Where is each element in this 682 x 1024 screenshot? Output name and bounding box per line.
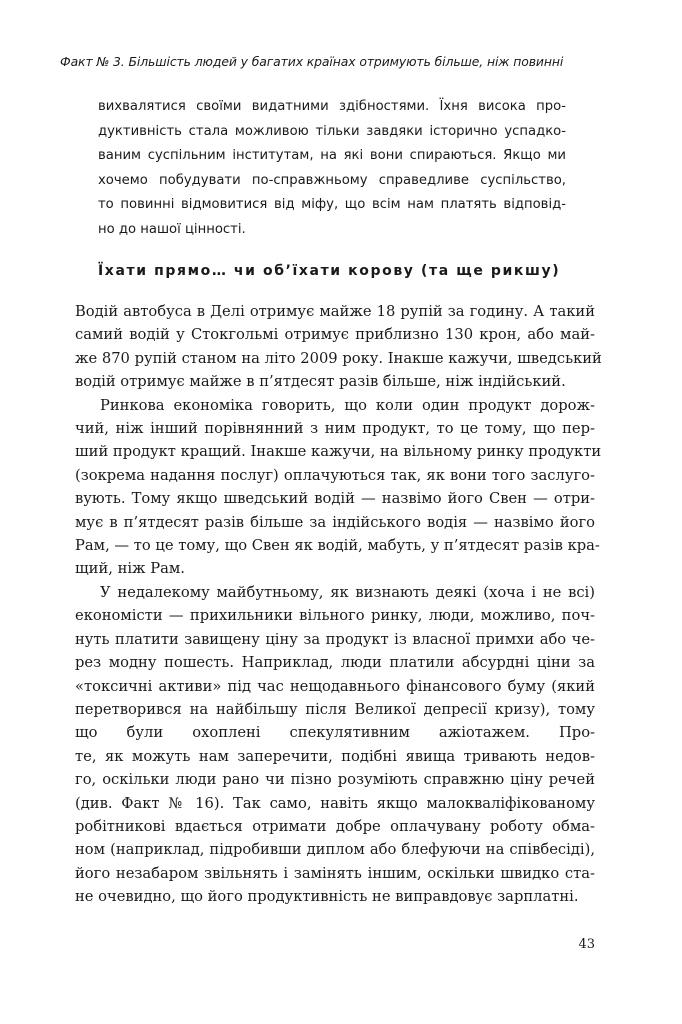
paragraph-2	[75, 394, 602, 581]
body-line: «токсичні активи» під час нещодавнього фінансового буму (який	[75, 677, 595, 695]
body-line: У недалекому майбутньому, як визнають деякі (хоча і не всі)	[100, 583, 595, 601]
body-line: Ринкова економіка говорить, що коли один продукт дорож-	[100, 396, 595, 414]
paragraph-3	[75, 581, 595, 909]
body-line: рез модну пошесть. Наприклад, люди платили абсурдні ціни за	[75, 654, 595, 672]
body-line: ший продукт кращий. Інакше кажучи, на вільному ринку продукти	[75, 443, 602, 461]
quote-line: дуктивність стала можливою тільки завдяки історично успадко-	[98, 123, 566, 139]
body-line: самий водій у Стокгольмі отримує приблизно 130 крон, або май-	[75, 326, 595, 344]
body-line: не очевидно, що його продуктивність не виправдовує зарплатні.	[75, 888, 579, 906]
body-line: перетворився на найбільшу після Великої депресії кризу), тому	[75, 700, 595, 718]
body-line: щий, ніж Рам.	[75, 560, 185, 578]
body-line: нуть платити завищену ціну за продукт із власної примхи або че-	[75, 630, 595, 648]
quote-line: но до нашої цінності.	[98, 221, 246, 237]
body-line: водій отримує майже в п’ятдесят разів більше, ніж індійський.	[75, 373, 566, 391]
running-header: Факт № 3. Більшість людей у багатих країнах отримують більше, ніж повинні	[60, 54, 564, 69]
body-text	[75, 300, 602, 909]
section-heading: Їхати прямо… чи об’їхати корову (та ще рикшу)	[98, 263, 561, 279]
body-line: (див. Факт № 16). Так само, навіть якщо малокваліфікованому	[75, 794, 595, 812]
body-line: економісти — прихильники вільного ринку, люди, можливо, поч-	[75, 607, 595, 625]
quote-line: ваним суспільним інститутам, на які вони спираються. Якщо ми	[98, 148, 566, 164]
quote-block	[98, 95, 566, 243]
paragraph-1	[75, 300, 602, 394]
body-line: же 870 рупій станом на літо 2009 року. Інакше кажучи, шведський	[75, 349, 602, 367]
body-line: ном (наприклад, підробивши диплом або блефуючи на співбесіді),	[75, 841, 595, 859]
page-number: 43	[578, 937, 595, 952]
body-line: робітникові вдається отримати добре оплачувану роботу обма-	[75, 817, 595, 835]
body-line: Рам, — то це тому, що Свен як водій, мабуть, у п’ятдесят разів кра-	[75, 537, 600, 555]
body-line: те, як можуть нам заперечити, подібні явища тривають недов-	[75, 747, 595, 765]
quote-line: то повинні відмовитися від міфу, що всім нам платять відповід-	[98, 197, 566, 213]
body-line: його незабаром звільнять і замінять іншим, оскільки швидко ста-	[75, 864, 595, 882]
body-line: мує в п’ятдесят разів більше за індійського водія — назвімо його	[75, 513, 595, 531]
body-line: що були охоплені спекулятивним ажіотажем. Про-	[75, 724, 595, 742]
body-line: чий, ніж інший порівнянний з ним продукт, то це тому, що пер-	[75, 420, 595, 438]
body-line: (зокрема надання послуг) оплачуються так, як вони того заслуго-	[75, 466, 595, 484]
body-line: го, оскільки люди рано чи пізно розуміють справжню ціну речей	[75, 771, 595, 789]
quote-line: вихвалятися своїми видатними здібностями. Їхня висока про-	[98, 99, 566, 114]
quote-line: хочемо побудувати по-справжньому справедливе суспільство,	[98, 172, 566, 188]
body-line: Водій автобуса в Делі отримує майже 18 рупій за годину. А такий	[75, 303, 595, 320]
body-line: вують. Тому якщо шведський водій — назвімо його Свен — отри-	[75, 490, 595, 508]
